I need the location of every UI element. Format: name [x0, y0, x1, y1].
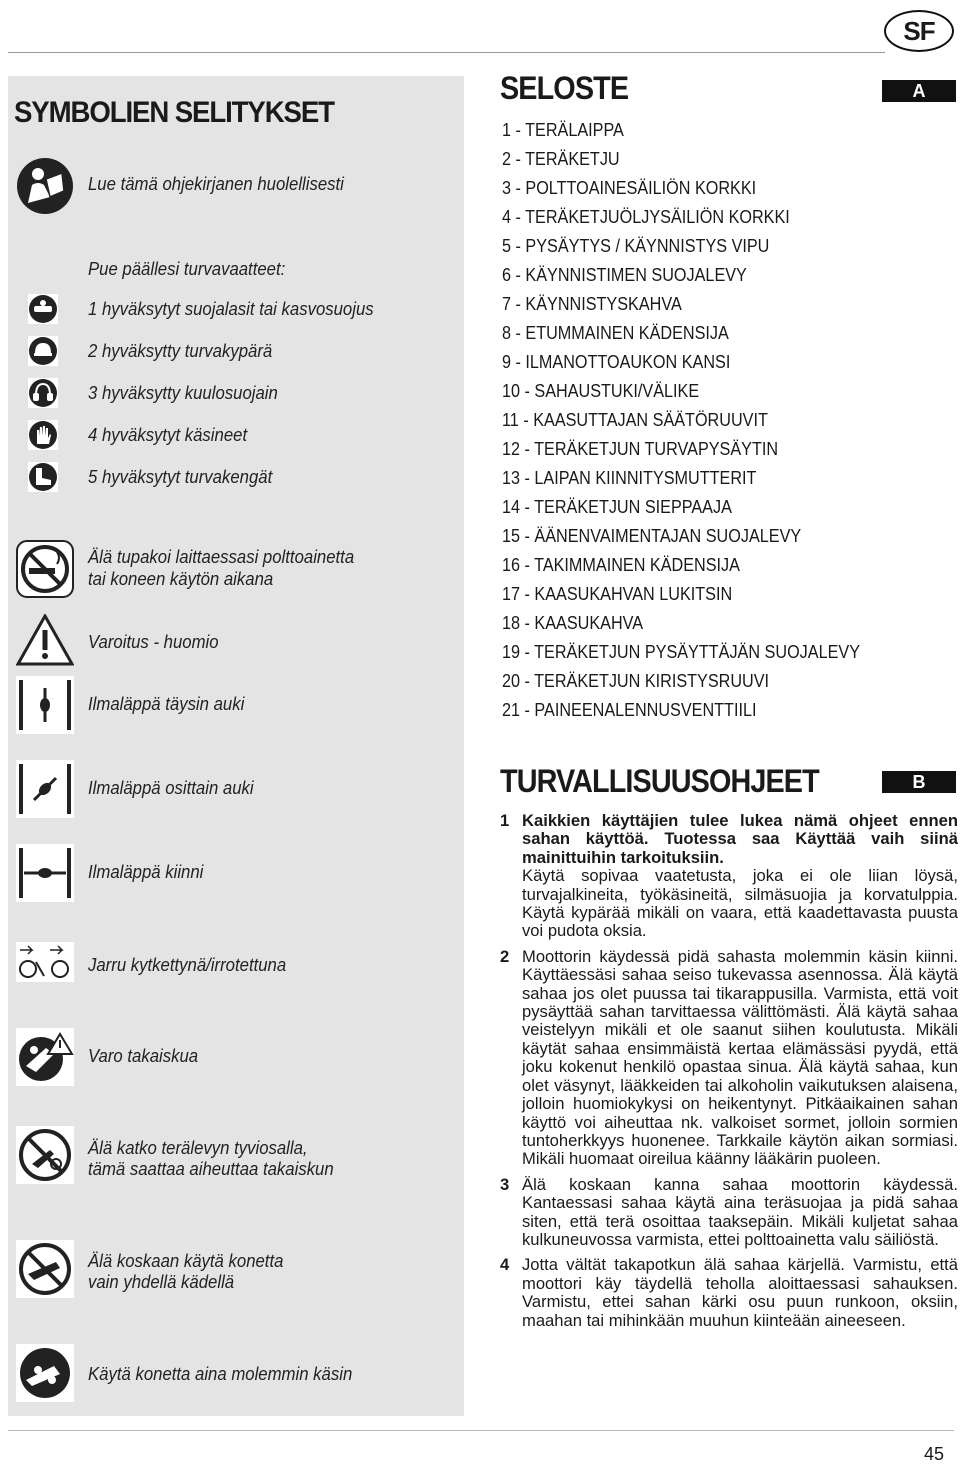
safety-item-text: Moottorin käydessä pidä sahasta molemmin käsin kiinni. Käyttäessäsi sahaa seiso tukevassa asennossa. Älä käytä sahaa jos olet puussa tai tikarappusilla. Varmista, että voit pysäyttää sahan tarvittaessa välittömästi. Älä käytä sahaa veistelyyn mikäli et ole saanut siihen koulutusta. Mikäli käytät sahaa ensimmäistä kertaa elämässäsi pyydä, että joku kokenut henkilö opastaa sinua. Älä käytä sahaa, kun olet väsynyt, lääkkeiden tai alkoholin vaikutuksen alaisena, jolloin huomiokykysi on heikentynyt. Pitkäaikainen sahan käyttö voi aiheuttaa nk. valkoiset sormet, jolloin sormien tuntoherkkyys huonenee. Tarkkaile käytön aikan sormiasi. Mikäli huomaat oireilua käänny lääkärin puoleen.	[522, 946, 958, 1169]
kickback-text: Varo takaiskua	[88, 1046, 199, 1066]
list-item: 9 - ILMANOTTOAUKON KANSI	[502, 352, 731, 372]
list-item: 2 - TERÄKETJU	[502, 149, 620, 169]
safety-item-text: Käytä sopivaa vaatetusta, joka ei ole liian löysä, turvajalkineita, työkäsineitä, silmäsuojia ja korvatulppia. Käytä kypärää mikäli on vaara, että kaadettavasta puusta voi pudota oksia.	[522, 866, 958, 941]
seloste-title: SELOSTE	[500, 70, 629, 106]
choke-closed-icon	[16, 844, 74, 902]
safety-item-number: 1	[500, 811, 510, 830]
safety-item-bold: Kaikkien käyttäjien tulee lukea nämä ohjeet ennen sahan käyttöä. Tuotessa saa Käyttää vaih siinä mainittuihin tarkoituksiin.	[522, 811, 958, 867]
list-item: 17 - KAASUKAHVAN LUKITSIN	[502, 584, 733, 604]
safety-item-number: 2	[500, 946, 510, 966]
list-item: 12 - TERÄKETJUN TURVAPYSÄYTIN	[502, 439, 779, 459]
no-smoking-icon	[16, 540, 74, 598]
no-one-hand-text-1: Älä koskaan käytä konetta	[88, 1251, 284, 1271]
list-item: 21 - PAINEENALENNUSVENTTIILI	[502, 700, 757, 720]
safety-instructions	[500, 812, 958, 1337]
no-smoking-text-1: Älä tupakoi laittaessasi polttoainetta	[88, 547, 355, 567]
seloste-badge: A	[882, 80, 956, 102]
choke-half-text: Ilmaläppä osittain auki	[88, 778, 254, 798]
gloves-icon	[28, 420, 58, 450]
two-hands-icon	[16, 1344, 74, 1402]
chain-brake-icon	[16, 942, 74, 982]
parts-list	[502, 119, 900, 728]
list-item: 15 - ÄÄNENVAIMENTAJAN SUOJALEVY	[502, 526, 802, 546]
safety-item-4	[500, 1256, 958, 1330]
safety-item-number: 3	[500, 1174, 510, 1194]
kickback-icon	[16, 1028, 74, 1086]
ppe-helmet-text: 2 hyväksytty turvakypärä	[88, 341, 273, 361]
no-one-hand-icon	[16, 1240, 74, 1298]
list-item: 10 - SAHAUSTUKI/VÄLIKE	[502, 381, 700, 401]
list-item: 20 - TERÄKETJUN KIRISTYSRUUVI	[502, 671, 770, 691]
safety-item-3	[500, 1176, 958, 1250]
list-item: 18 - KAASUKAHVA	[502, 613, 644, 633]
bottom-rule	[8, 1430, 954, 1431]
safety-item-2	[500, 948, 958, 1169]
read-manual-icon	[16, 157, 74, 215]
safety-item-number: 4	[500, 1255, 510, 1275]
safety-badge: B	[882, 771, 956, 793]
read-manual-text: Lue tämä ohjekirjanen huolellisesti	[88, 174, 344, 194]
helmet-icon	[28, 336, 58, 366]
safety-item-text: Älä koskaan kanna sahaa moottorin käydessä. Kantaessasi sahaa käytä aina teräsuojaa ja pidä sahaa siten, että terä osoittaa taaksepäin. Mikäli kuljetat sahaa kulkuneuvossa varmista, ettei polttoainetta valu säiliöstä.	[522, 1174, 958, 1249]
symbols-title: SYMBOLIEN SELITYKSET	[14, 96, 334, 129]
list-item: 7 - KÄYNNISTYSKAHVA	[502, 294, 682, 314]
list-item: 5 - PYSÄYTYS / KÄYNNISTYS VIPU	[502, 236, 770, 256]
no-tip-cutting-icon	[16, 1126, 74, 1184]
list-item: 19 - TERÄKETJUN PYSÄYTTÄJÄN SUOJALEVY	[502, 642, 861, 662]
ppe-glasses-text: 1 hyväksytyt suojalasit tai kasvosuojus	[88, 299, 374, 319]
list-item: 4 - TERÄKETJUÖLJYSÄILIÖN KORKKI	[502, 207, 790, 227]
list-item: 6 - KÄYNNISTIMEN SUOJALEVY	[502, 265, 747, 285]
wear-ppe-header: Pue päällesi turvavaatteet:	[88, 259, 286, 279]
list-item: 16 - TAKIMMAINEN KÄDENSIJA	[502, 555, 740, 575]
brake-text: Jarru kytkettynä/irrotettuna	[88, 955, 287, 975]
choke-open-icon	[16, 676, 74, 734]
two-hands-text: Käytä konetta aina molemmin käsin	[88, 1364, 353, 1384]
safety-glasses-icon	[28, 294, 58, 324]
warning-text: Varoitus - huomio	[88, 632, 219, 652]
list-item: 3 - POLTTOAINESÄILIÖN KORKKI	[502, 178, 757, 198]
no-one-hand-text-2: vain yhdellä kädellä	[88, 1272, 235, 1292]
no-tip-text-2: tämä saattaa aiheuttaa takaiskun	[88, 1159, 334, 1179]
ear-protection-icon	[28, 378, 58, 408]
safety-title: TURVALLISUUSOHJEET	[500, 763, 819, 799]
ppe-gloves-text: 4 hyväksytyt käsineet	[88, 425, 248, 445]
ppe-ear-text: 3 hyväksytty kuulosuojain	[88, 383, 278, 403]
warning-icon	[16, 614, 74, 666]
choke-open-text: Ilmaläppä täysin auki	[88, 694, 245, 714]
safety-item-1	[500, 812, 958, 941]
list-item: 14 - TERÄKETJUN SIEPPAAJA	[502, 497, 732, 517]
choke-closed-text: Ilmaläppä kiinni	[88, 862, 204, 882]
list-item: 8 - ETUMMAINEN KÄDENSIJA	[502, 323, 729, 343]
top-rule	[8, 52, 885, 53]
no-smoking-text-2: tai koneen käytön aikana	[88, 569, 274, 589]
no-tip-text-1: Älä katko terälevyn tyviosalla,	[88, 1138, 308, 1158]
list-item: 11 - KAASUTTAJAN SÄÄTÖRUUVIT	[502, 410, 768, 430]
list-item: 1 - TERÄLAIPPA	[502, 120, 624, 140]
language-badge: SF	[884, 10, 954, 52]
page-number: 45	[923, 1444, 944, 1464]
list-item: 13 - LAIPAN KIINNITYSMUTTERIT	[502, 468, 757, 488]
safety-boots-icon	[28, 462, 58, 492]
choke-half-icon	[16, 760, 74, 818]
safety-item-text: Jotta vältät takapotkun älä sahaa kärjellä. Varmistu, että moottori käy täydellä teholla aloittaessasi sahauksen. Varmistu, ettei sahan kärki osu puun runkoon, oksiin, maahan tai mihinkään muuhun kiinteään aineeseen.	[522, 1255, 958, 1330]
ppe-boots-text: 5 hyväksytyt turvakengät	[88, 467, 273, 487]
